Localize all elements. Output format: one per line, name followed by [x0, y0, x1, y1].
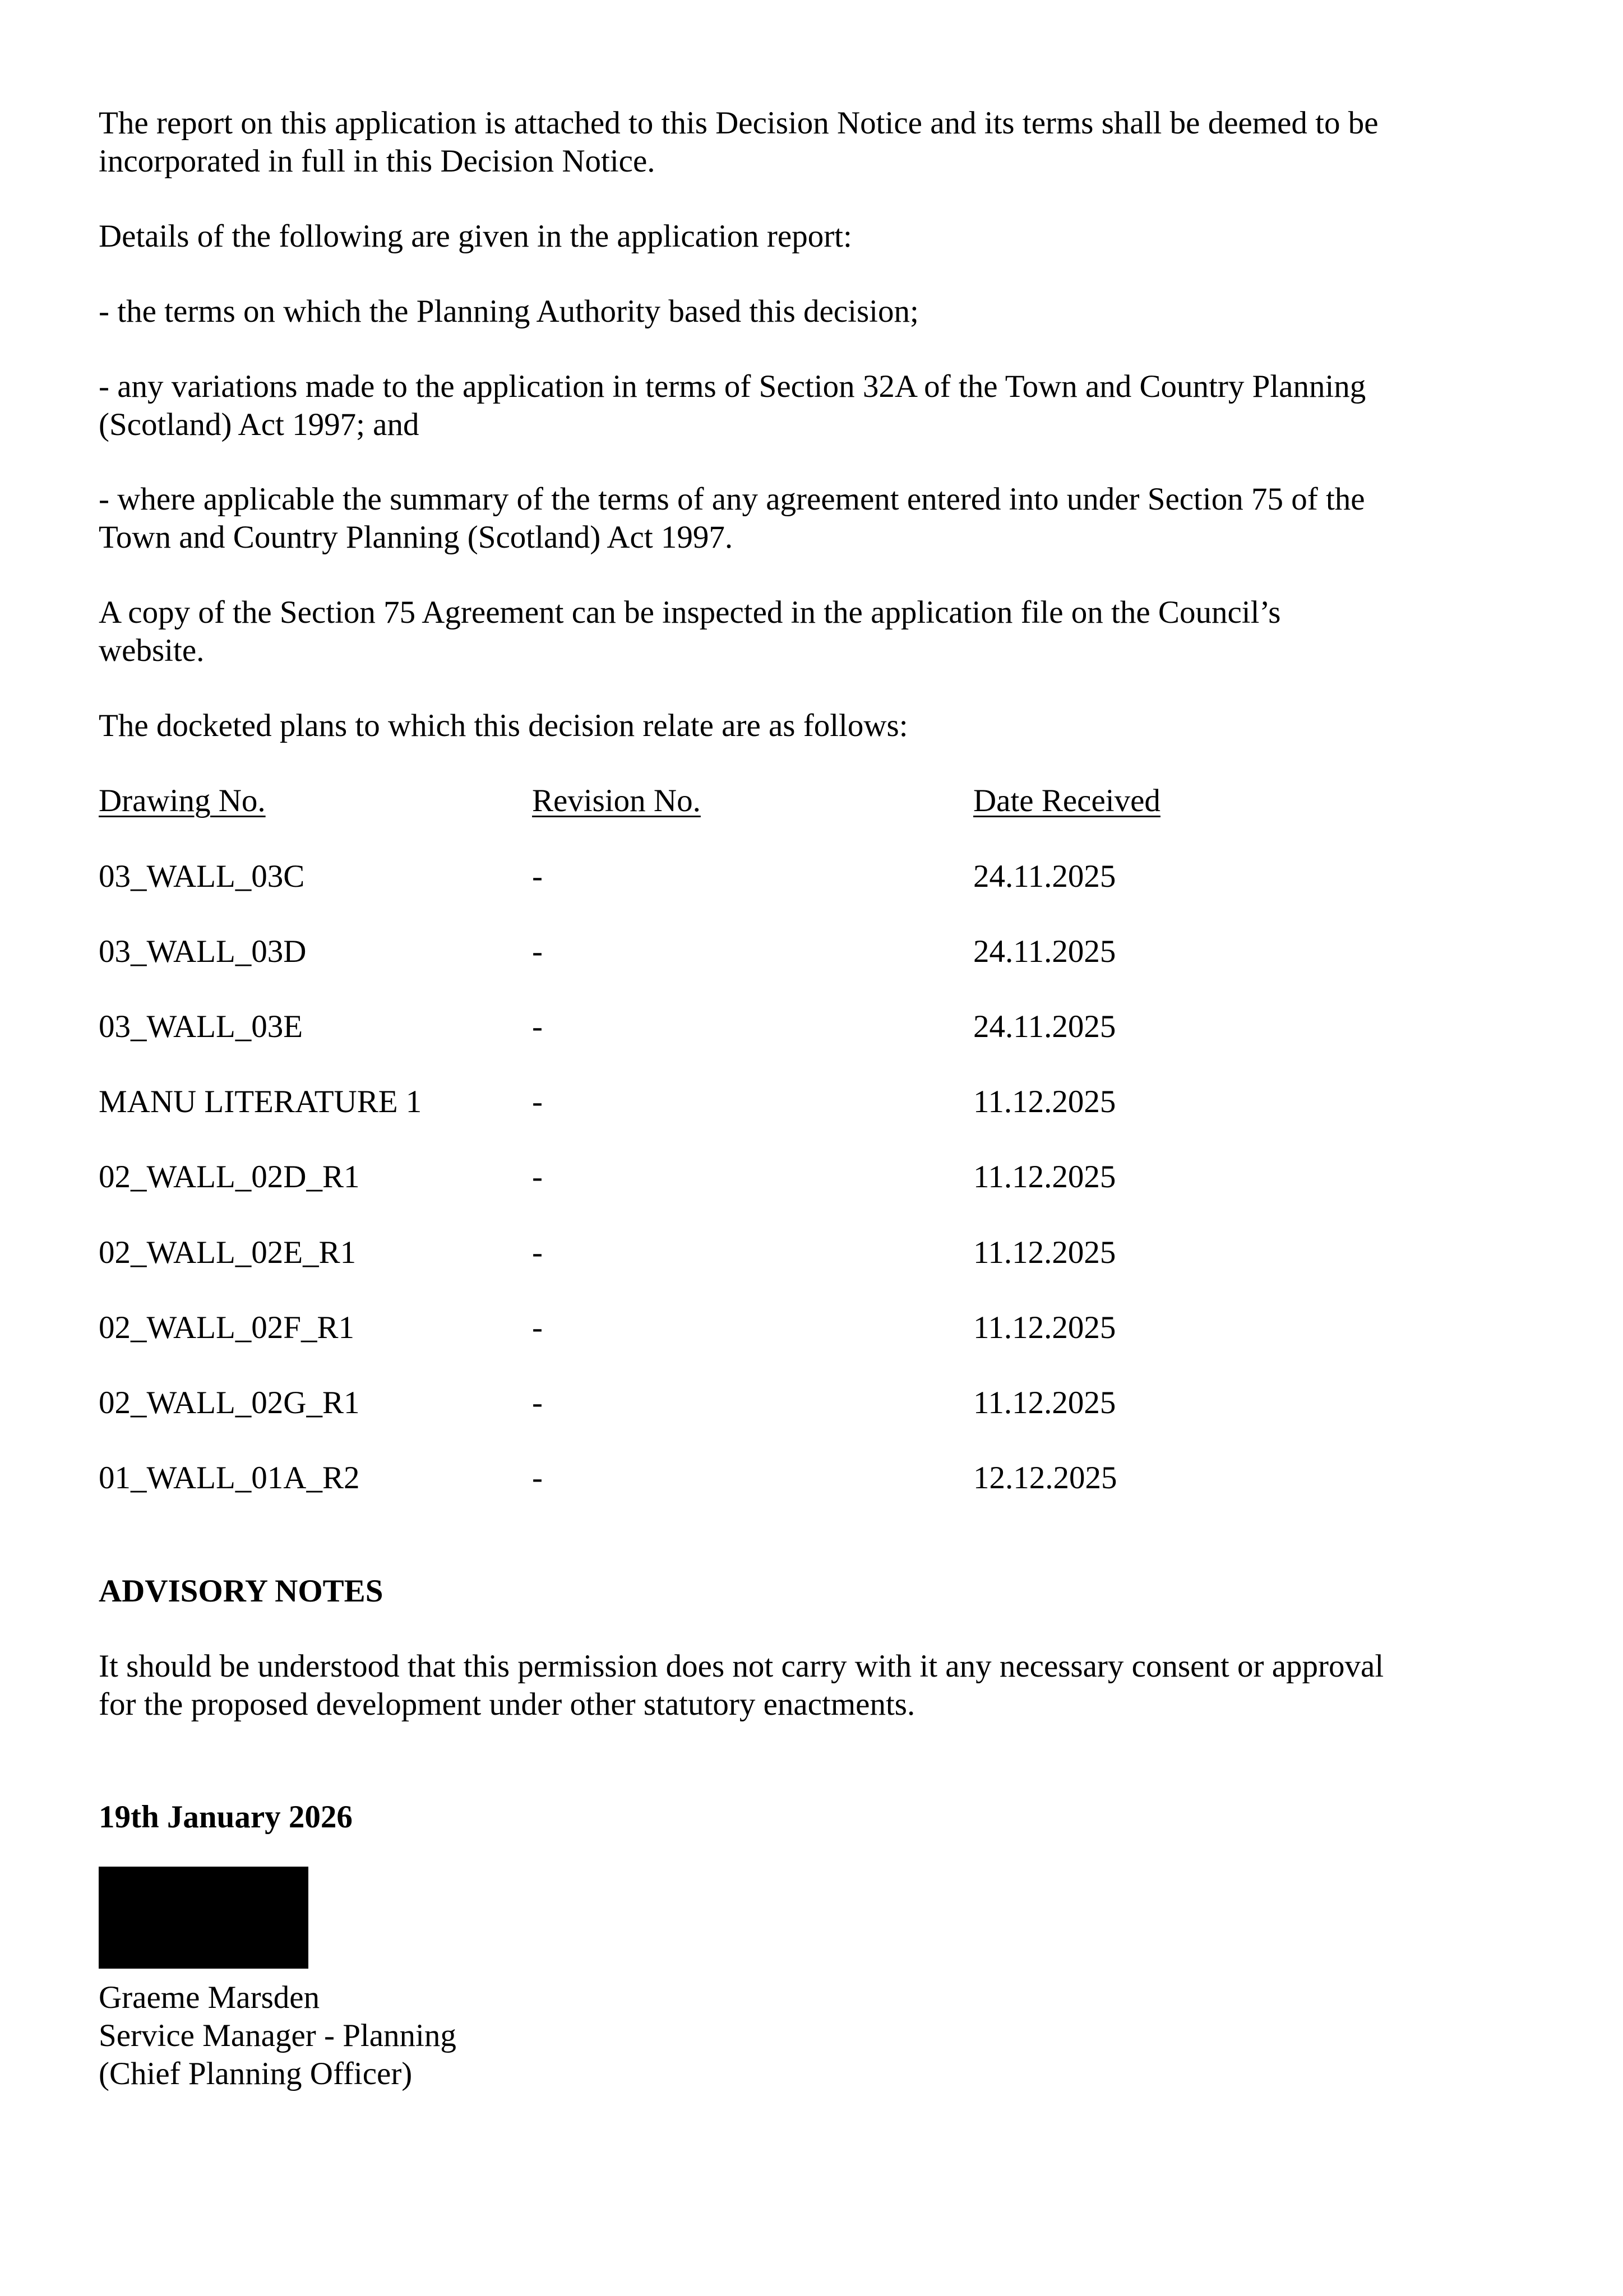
drawing-no-cell: 02_WALL_02G_R1: [99, 1385, 360, 1420]
section-75-paragraph: A copy of the Section 75 Agreement can be inspected in the application file on the Council’s website.: [99, 595, 1281, 668]
table-row: [99, 1083, 1444, 1121]
docketed-plans-intro: The docketed plans to which this decision relate are as follows:: [99, 708, 908, 743]
details-item-variations: - any variations made to the application in terms of Section 32A of the Town and Country Planning (Scotland) Act 1997; and: [99, 369, 1366, 442]
header-drawing-no: Drawing No.: [99, 783, 266, 818]
advisory-notes-text: It should be understood that this permission does not carry with it any necessary consent or approval for the proposed development under other statutory enactments.: [99, 1649, 1384, 1722]
revision-no-cell: -: [532, 1235, 543, 1270]
drawing-no-cell: 01_WALL_01A_R2: [99, 1460, 360, 1496]
table-row: [99, 933, 1444, 971]
drawing-no-cell: 03_WALL_03C: [99, 859, 305, 894]
drawing-no-cell: 02_WALL_02D_R1: [99, 1159, 360, 1195]
drawing-no-cell: 02_WALL_02E_R1: [99, 1235, 357, 1270]
table-row: [99, 1158, 1444, 1196]
plans-table-header: [99, 782, 1444, 820]
signatory-role: (Chief Planning Officer): [99, 2056, 413, 2091]
header-date-received: Date Received: [973, 783, 1160, 818]
table-row: [99, 858, 1444, 896]
drawing-no-cell: 02_WALL_02F_R1: [99, 1310, 354, 1345]
details-item-terms: - the terms on which the Planning Authority based this decision;: [99, 294, 919, 329]
table-row: [99, 1234, 1444, 1272]
signatory-title: Service Manager - Planning: [99, 2018, 456, 2053]
details-item-section-75: - where applicable the summary of the terms of any agreement entered into under Section 75 of the Town and Country Planning (Scotland) Act 1997.: [99, 482, 1365, 555]
date-received-cell: 11.12.2025: [973, 1385, 1116, 1420]
intro-paragraph-details: Details of the following are given in the application report:: [99, 219, 852, 254]
revision-no-cell: -: [532, 934, 543, 969]
signatory-block: [99, 1979, 1388, 2093]
revision-no-cell: -: [532, 1009, 543, 1044]
advisory-notes-heading: ADVISORY NOTES: [99, 1573, 383, 1609]
date-received-cell: 24.11.2025: [973, 859, 1116, 894]
drawing-no-cell: 03_WALL_03D: [99, 934, 307, 969]
intro-paragraph-report: The report on this application is attached to this Decision Notice and its terms shall be deemed to be incorporated in full in this Decision Notice.: [99, 105, 1379, 179]
redacted-signature: [99, 1867, 308, 1969]
table-row: [99, 1309, 1444, 1347]
table-row: [99, 1384, 1444, 1422]
date-received-cell: 24.11.2025: [973, 934, 1116, 969]
header-revision-no: Revision No.: [532, 783, 701, 818]
decision-date: 19th January 2026: [99, 1799, 353, 1835]
signatory-name: Graeme Marsden: [99, 1980, 320, 2015]
revision-no-cell: -: [532, 1385, 543, 1420]
revision-no-cell: -: [532, 1460, 543, 1496]
table-row: [99, 1459, 1444, 1497]
date-received-cell: 11.12.2025: [973, 1159, 1116, 1195]
date-received-cell: 12.12.2025: [973, 1460, 1117, 1496]
revision-no-cell: -: [532, 1084, 543, 1119]
date-received-cell: 11.12.2025: [973, 1310, 1116, 1345]
date-received-cell: 11.12.2025: [973, 1235, 1116, 1270]
drawing-no-cell: 03_WALL_03E: [99, 1009, 303, 1044]
table-row: [99, 1008, 1444, 1046]
date-received-cell: 24.11.2025: [973, 1009, 1116, 1044]
drawing-no-cell: MANU LITERATURE 1: [99, 1084, 422, 1119]
date-received-cell: 11.12.2025: [973, 1084, 1116, 1119]
revision-no-cell: -: [532, 1159, 543, 1195]
revision-no-cell: -: [532, 1310, 543, 1345]
revision-no-cell: -: [532, 859, 543, 894]
